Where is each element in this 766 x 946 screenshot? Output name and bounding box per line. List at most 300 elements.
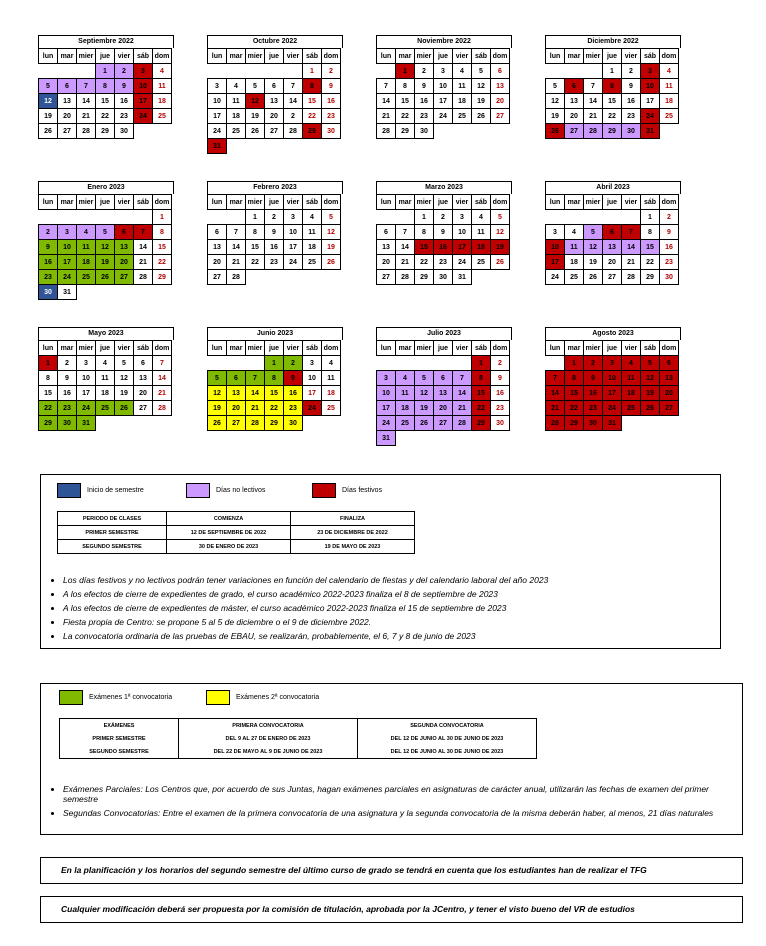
day-cell: 3 [134,64,153,79]
day-cell: 18 [622,386,641,401]
day-cell: 6 [208,225,227,240]
day-cell: 19 [415,401,434,416]
weekday-header: mier [415,195,434,210]
legend-green [59,690,172,705]
day-cell: 19 [584,255,603,270]
day-cell: 7 [77,79,96,94]
month-table [545,48,679,139]
legend-holiday-label: Días festivos [342,487,383,494]
empty-day [153,285,172,300]
empty-day [377,210,396,225]
day-cell: 5 [246,79,265,94]
legend-start [57,483,144,498]
day-cell: 17 [603,386,622,401]
day-cell: 26 [546,124,565,139]
day-cell: 16 [322,94,341,109]
day-cell: 24 [641,109,660,124]
exams-header: EXÁMENES [60,719,179,733]
empty-day [453,431,472,446]
empty-day [96,285,115,300]
weekday-header: mier [415,49,434,64]
day-cell: 13 [265,94,284,109]
weekday-header: mar [227,49,246,64]
weekday-header: lun [39,195,58,210]
day-cell: 16 [265,240,284,255]
legend-holiday-swatch [312,483,336,498]
day-cell: 20 [134,386,153,401]
empty-day [491,124,510,139]
note-item: • A los efectos de cierre de expedientes de grado, el curso académico 2022-2023 finaliza el 8 de septiembre de 2023 [63,589,713,599]
day-cell: 11 [453,79,472,94]
empty-day [453,124,472,139]
day-cell: 15 [303,94,322,109]
weekday-header: jue [603,195,622,210]
day-cell: 30 [415,124,434,139]
weekday-header: sáb [134,49,153,64]
day-cell: 10 [453,225,472,240]
weekday-header: sáb [303,49,322,64]
day-cell: 2 [322,64,341,79]
day-cell: 6 [265,79,284,94]
day-cell: 18 [322,386,341,401]
day-cell: 17 [434,94,453,109]
day-cell: 24 [434,109,453,124]
day-cell: 4 [303,210,322,225]
day-cell: 21 [153,386,172,401]
month-title: Enero 2023 [38,181,174,194]
day-cell: 20 [227,401,246,416]
day-cell: 23 [491,401,510,416]
day-cell: 13 [134,371,153,386]
month-table [38,340,172,431]
day-cell: 8 [96,79,115,94]
day-cell: 10 [546,240,565,255]
exams-cell: SEGUNDO SEMESTRE [60,745,179,759]
day-cell: 4 [77,225,96,240]
empty-day [603,210,622,225]
day-cell: 26 [584,270,603,285]
day-cell: 28 [153,401,172,416]
empty-day [58,210,77,225]
day-cell: 29 [96,124,115,139]
day-cell: 2 [284,356,303,371]
day-cell: 4 [622,356,641,371]
day-cell: 15 [603,94,622,109]
day-cell: 28 [396,270,415,285]
legend-lilac-swatch [186,483,210,498]
day-cell: 12 [546,94,565,109]
day-cell: 4 [96,356,115,371]
weekday-header: mar [58,341,77,356]
day-cell: 7 [584,79,603,94]
day-cell: 14 [153,371,172,386]
weekday-header: lun [546,341,565,356]
weekday-header: jue [265,195,284,210]
day-cell: 27 [565,124,584,139]
month-table [376,48,510,139]
day-cell: 11 [77,240,96,255]
day-cell: 8 [246,225,265,240]
day-cell: 27 [58,124,77,139]
day-cell: 5 [415,371,434,386]
day-cell: 6 [660,356,679,371]
day-cell: 22 [39,401,58,416]
weekday-header: lun [39,49,58,64]
tfg-note-text: En la planificación y los horarios del segundo semestre del último curso de grado se tendrá en cuenta que los estudiantes han de realizar el TFG [61,865,647,875]
day-cell: 19 [208,401,227,416]
month-table [376,340,510,446]
day-cell: 8 [472,371,491,386]
day-cell: 2 [660,210,679,225]
weekday-header: mier [246,341,265,356]
note-item: • La convocatoria ordinaria de las pruebas de EBAU, se realizarán, probablemente, el 6, 7 y 8 de junio de 2023 [63,631,713,641]
day-cell: 17 [377,401,396,416]
weekday-header: dom [660,195,679,210]
day-cell: 29 [39,416,58,431]
day-cell: 29 [415,270,434,285]
day-cell: 28 [584,124,603,139]
weekday-header: mier [584,195,603,210]
month-calendar [207,327,355,431]
empty-day [434,124,453,139]
exams-table [59,718,537,759]
day-cell: 14 [227,240,246,255]
day-cell: 22 [565,401,584,416]
empty-day [153,124,172,139]
day-cell: 28 [546,416,565,431]
empty-day [453,356,472,371]
empty-day [546,64,565,79]
day-cell: 21 [377,109,396,124]
month-title: Octubre 2022 [207,35,343,48]
day-cell: 29 [153,270,172,285]
day-cell: 27 [227,416,246,431]
day-cell: 1 [246,210,265,225]
day-cell: 20 [491,94,510,109]
weekday-header: mar [227,341,246,356]
day-cell: 25 [622,401,641,416]
day-cell: 6 [115,225,134,240]
day-cell: 29 [265,416,284,431]
day-cell: 28 [284,124,303,139]
day-cell: 2 [39,225,58,240]
day-cell: 12 [208,386,227,401]
day-cell: 1 [472,356,491,371]
day-cell: 23 [434,255,453,270]
day-cell: 27 [491,109,510,124]
weekday-header: vier [622,195,641,210]
day-cell: 12 [322,225,341,240]
weekday-header: lun [208,49,227,64]
day-cell: 29 [303,124,322,139]
empty-day [284,64,303,79]
day-cell: 3 [58,225,77,240]
day-cell: 12 [39,94,58,109]
day-cell: 1 [641,210,660,225]
day-cell: 16 [660,240,679,255]
day-cell: 8 [39,371,58,386]
day-cell: 25 [96,401,115,416]
weekday-header: mar [227,195,246,210]
day-cell: 2 [58,356,77,371]
day-cell: 18 [472,240,491,255]
day-cell: 27 [134,401,153,416]
day-cell: 27 [434,416,453,431]
day-cell: 23 [622,109,641,124]
day-cell: 7 [453,371,472,386]
day-cell: 7 [246,371,265,386]
day-cell: 16 [284,386,303,401]
legend-lilac [186,483,265,498]
weekday-header: sáb [303,341,322,356]
day-cell: 16 [491,386,510,401]
empty-day [134,210,153,225]
day-cell: 1 [565,356,584,371]
day-cell: 30 [660,270,679,285]
day-cell: 8 [265,371,284,386]
weekday-header: mier [246,195,265,210]
day-cell: 31 [58,285,77,300]
legend-yellow [206,690,319,705]
day-cell: 15 [415,240,434,255]
day-cell: 5 [491,210,510,225]
empty-day [303,270,322,285]
weekday-header: sáb [472,49,491,64]
day-cell: 15 [396,94,415,109]
day-cell: 7 [377,79,396,94]
day-cell: 13 [660,371,679,386]
weekday-header: lun [208,195,227,210]
weekday-header: jue [96,341,115,356]
day-cell: 28 [622,270,641,285]
weekday-header: jue [265,49,284,64]
day-cell: 9 [434,225,453,240]
day-cell: 17 [284,240,303,255]
day-cell: 25 [227,124,246,139]
weekday-header: dom [153,341,172,356]
weekday-header: jue [265,341,284,356]
weekday-header: lun [546,195,565,210]
day-cell: 25 [153,109,172,124]
day-cell: 24 [377,416,396,431]
day-cell: 30 [284,416,303,431]
day-cell: 17 [58,255,77,270]
day-cell: 10 [77,371,96,386]
empty-day [134,285,153,300]
month-title: Agosto 2023 [545,327,681,340]
day-cell: 26 [39,124,58,139]
day-cell: 9 [415,79,434,94]
weekday-header: sáb [472,195,491,210]
weekday-header: jue [96,195,115,210]
day-cell: 31 [208,139,227,154]
day-cell: 28 [377,124,396,139]
weekday-header: mar [396,341,415,356]
empty-day [303,139,322,154]
day-cell: 15 [641,240,660,255]
weekday-header: dom [322,49,341,64]
day-cell: 23 [322,109,341,124]
day-cell: 30 [584,416,603,431]
day-cell: 23 [584,401,603,416]
day-cell: 6 [565,79,584,94]
empty-day [227,139,246,154]
day-cell: 9 [660,225,679,240]
empty-day [246,270,265,285]
month-table [207,48,341,154]
day-cell: 1 [96,64,115,79]
exam-note-item: • Segundas Convocatorias: Entre el examen de la primera convocatoria de una asignatura y la segunda convocatoria de la misma deberán haber, al menos, 21 días naturales [63,808,733,818]
day-cell: 23 [115,109,134,124]
day-cell: 22 [415,255,434,270]
legend-lilac-label: Días no lectivos [216,487,266,494]
empty-day [472,124,491,139]
empty-day [415,356,434,371]
empty-day [322,416,341,431]
day-cell: 21 [453,401,472,416]
day-cell: 6 [134,356,153,371]
month-title: Junio 2023 [207,327,343,340]
day-cell: 3 [546,225,565,240]
day-cell: 8 [153,225,172,240]
weekday-header: vier [284,341,303,356]
month-calendar [376,35,524,139]
periods-header: COMIENZA [167,512,291,526]
day-cell: 19 [641,386,660,401]
day-cell: 27 [660,401,679,416]
exam-notes-list [49,784,733,822]
day-cell: 15 [153,240,172,255]
day-cell: 5 [546,79,565,94]
day-cell: 12 [584,240,603,255]
month-title: Diciembre 2022 [545,35,681,48]
day-cell: 7 [153,356,172,371]
day-cell: 10 [284,225,303,240]
day-cell: 22 [153,255,172,270]
weekday-header: sáb [641,341,660,356]
day-cell: 1 [415,210,434,225]
weekday-header: jue [96,49,115,64]
day-cell: 14 [622,240,641,255]
empty-day [208,64,227,79]
empty-day [622,210,641,225]
day-cell: 10 [377,386,396,401]
weekday-header: jue [434,341,453,356]
day-cell: 14 [546,386,565,401]
exams-cell: DEL 12 DE JUNIO AL 30 DE JUNIO DE 2023 [358,745,537,759]
day-cell: 17 [546,255,565,270]
weekday-header: lun [377,49,396,64]
weekday-header: jue [434,49,453,64]
empty-day [396,431,415,446]
empty-day [96,210,115,225]
day-cell: 28 [134,270,153,285]
empty-day [265,64,284,79]
weekday-header: mar [58,195,77,210]
weekday-header: mier [584,49,603,64]
day-cell: 30 [115,124,134,139]
day-cell: 20 [377,255,396,270]
day-cell: 27 [115,270,134,285]
empty-day [115,210,134,225]
day-cell: 13 [603,240,622,255]
day-cell: 5 [322,210,341,225]
day-cell: 20 [265,109,284,124]
weekday-header: mar [565,341,584,356]
empty-day [472,431,491,446]
day-cell: 11 [396,386,415,401]
weekday-header: vier [453,195,472,210]
day-cell: 6 [434,371,453,386]
day-cell: 11 [303,225,322,240]
day-cell: 3 [453,210,472,225]
weekday-header: vier [622,341,641,356]
day-cell: 7 [227,225,246,240]
day-cell: 6 [603,225,622,240]
tfg-note [40,857,743,884]
day-cell: 19 [246,109,265,124]
day-cell: 24 [303,401,322,416]
day-cell: 5 [115,356,134,371]
empty-day [208,356,227,371]
day-cell: 4 [660,64,679,79]
day-cell: 2 [284,109,303,124]
empty-day [660,124,679,139]
day-cell: 27 [265,124,284,139]
empty-day [77,210,96,225]
month-table [376,194,510,285]
day-cell: 19 [115,386,134,401]
day-cell: 7 [284,79,303,94]
empty-day [115,416,134,431]
day-cell: 1 [265,356,284,371]
weekday-header: mar [396,195,415,210]
day-cell: 23 [415,109,434,124]
day-cell: 7 [546,371,565,386]
day-cell: 26 [415,416,434,431]
day-cell: 29 [603,124,622,139]
weekday-header: vier [115,341,134,356]
weekday-header: dom [153,195,172,210]
day-cell: 5 [641,356,660,371]
weekday-header: vier [453,341,472,356]
empty-day [284,139,303,154]
day-cell: 2 [265,210,284,225]
legend-start-label: Inicio de semestre [87,487,144,494]
empty-day [377,356,396,371]
month-table [207,340,341,431]
day-cell: 22 [472,401,491,416]
day-cell: 4 [227,79,246,94]
day-cell: 10 [641,79,660,94]
day-cell: 12 [115,371,134,386]
day-cell: 31 [641,124,660,139]
day-cell: 28 [227,270,246,285]
legend-holiday [312,483,382,498]
day-cell: 9 [322,79,341,94]
day-cell: 10 [434,79,453,94]
day-cell: 26 [246,124,265,139]
weekday-header: vier [453,49,472,64]
day-cell: 14 [453,386,472,401]
day-cell: 18 [396,401,415,416]
empty-day [77,285,96,300]
weekday-header: lun [39,341,58,356]
weekday-header: jue [603,49,622,64]
day-cell: 4 [153,64,172,79]
empty-day [434,356,453,371]
day-cell: 24 [546,270,565,285]
